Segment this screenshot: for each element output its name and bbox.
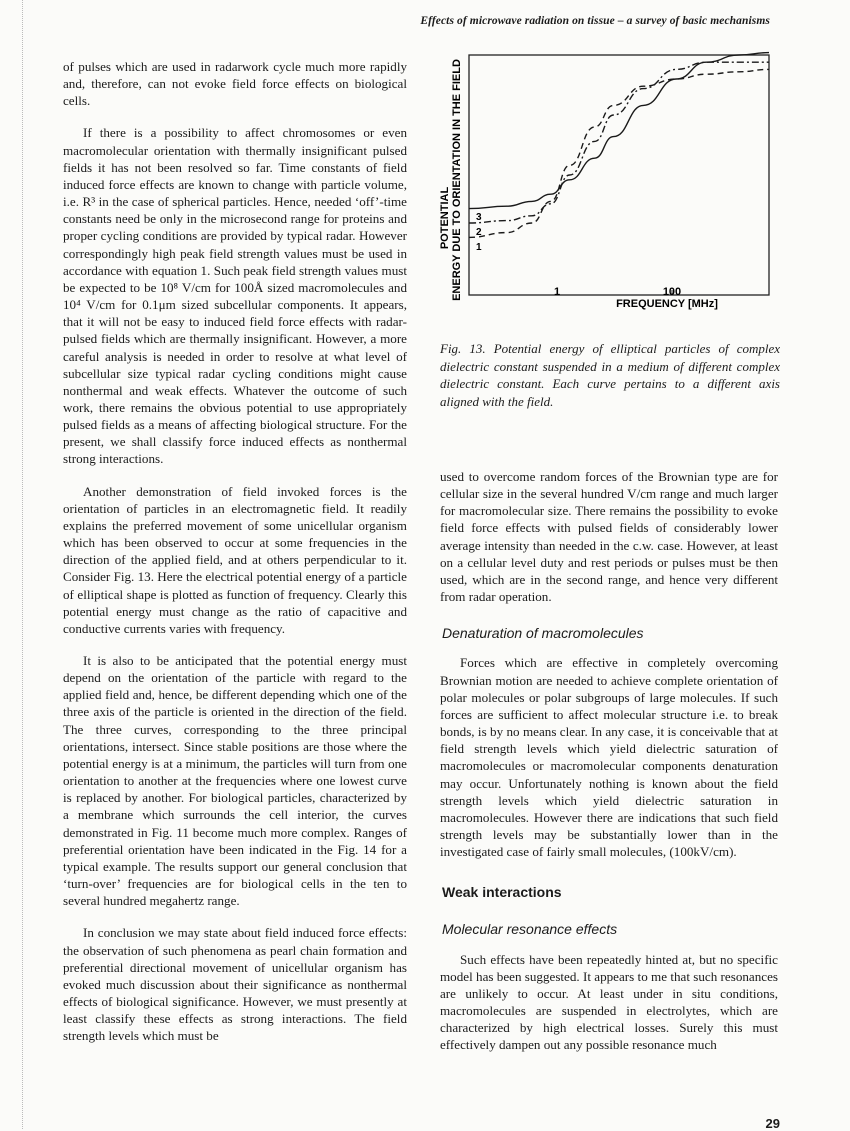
- x-tick-label-1: 1: [553, 286, 561, 298]
- series-line-1: [469, 69, 769, 237]
- subsection-heading: Molecular resonance effects: [442, 921, 618, 938]
- left-column: [63, 58, 407, 1059]
- potential-energy-chart: [432, 40, 792, 330]
- y-axis-label-line1: POTENTIAL: [439, 186, 451, 250]
- right-column: [440, 468, 778, 1069]
- paragraph: It is also to be anticipated that the potential energy must depend on the orientation of the particle with regard to the applied field and, hence, be different depending which one of the three axis of the particle is oriented in the direction of the field. The three curves, corresponding to the three principal orientations, intersect. Since stable positions are those where the potential energy is at a minimum, the particles will turn from one orientation to another at the frequencies where one lowest curve is replaced by another. For biological particles, characterized by a membrane which surrounds the cell interior, the curves demonstrated in Fig. 11 become much more complex. Ranges of preferential orientation have been indicated in the Fig. 14 for a typical example. The results support our general conclusion that ‘turn-over’ frequencies are for biological cells in the ten to several hundred megahertz range.: [63, 653, 407, 909]
- series-line-3: [469, 53, 769, 209]
- curve-label-3: 3: [476, 212, 482, 223]
- paragraph: Such effects have been repeatedly hinted at, but no specific model has been suggested. It appears to me that such resonances are unlikely to occur. At least under in situ conditions, macromolecules are suspended in electrolytes, which are characterized by high electrical losses. Surely this must effectively dampen out any possible resonance much: [440, 951, 778, 1053]
- plot-frame: [469, 55, 769, 295]
- paragraph: used to overcome random forces of the Brownian type are for cellular size in the several hundred V/cm range and much larger for macromolecular size. There remains the possibility to evoke field force effects with pulsed fields of considerably lower average intensity than needed in the c.w. case. However, at least on a cellular level duty and rest periods or pulses must be then used, which are in the second range, and hence very different from radar operation.: [440, 469, 778, 605]
- caption-label: Fig. 13.: [440, 341, 486, 356]
- page-number: 29: [765, 1116, 780, 1131]
- caption-text: Potential energy of elliptical particles of complex dielectric constant suspended in a medium of different complex dielectric constant. Each curve pertains to a different axis aligned with the field.: [440, 341, 780, 409]
- x-axis-label: FREQUENCY [MHz]: [616, 298, 718, 310]
- section-heading: Weak interactions: [442, 884, 562, 901]
- paragraph: Another demonstration of field invoked forces is the orientation of particles in an electromagnetic field. It readily explains the preferred movement of some unicellular organism which has been observed to occur at some frequencies in the direction of the applied field, and at others perpendicular to it. Consider Fig. 13. Here the electrical potential energy of a particle of elliptical shape is plotted as function of frequency. Clearly this potential energy must change as the ratio of capacitive and conductive currents varies with frequency.: [63, 483, 407, 636]
- curve-label-1: 1: [476, 242, 482, 253]
- series-line-2: [469, 62, 769, 223]
- paragraph: In conclusion we may state about field induced force effects: the observation of such phenomena as pearl chain formation and preferential directional movement of unicellular organism has evoked much discussion about their significance as nonthermal effects of biological significance. However, we must presently at least classify these effects as strong interactions. The field strength levels which must be: [63, 925, 407, 1044]
- binding-margin: [0, 0, 23, 1129]
- figure-13: [432, 40, 792, 330]
- x-tick-label-100: 100: [662, 286, 682, 298]
- paragraph: of pulses which are used in radarwork cycle much more rapidly and, therefore, can not evoke field force effects on biological cells.: [63, 59, 407, 109]
- paragraph: If there is a possibility to affect chromosomes or even macromolecular orientation with thermally insignificant pulsed fields it has not been resolved so far. Time constants of field induced force effects are known to change with particle volume, i.e. R³ in the case of spherical particles. Hence, needed ‘off’-time constants need be only in the microsecond range for proteins and proper cycling conditions are provided by typical radar. However correspondingly high peak field strength values must be used in accordance with equation 1. Such peak field strength values must be expected to be 10⁸ V/cm for 100Å sized macromolecules and 10⁴ V/cm for 0.1μm sized subcellular components. It appears, that it will not be easy to induced field force effects with radar-pulsed fields which are thermally insignificant. However, a more careful analysis is needed in order to resolve at what level of subcellular size typical radar cycling conditions might cause nonthermal and weak effects. Whatever the outcome of such work, there remains the obvious potential to use appropriately pulsed fields as a means of affecting biological structure. For the present, we shall classify force induced effects as nonthermal strong interactions.: [63, 125, 407, 467]
- running-header: Effects of microwave radiation on tissue – a survey of basic mechanisms: [420, 15, 770, 27]
- figure-caption: [440, 340, 780, 410]
- curve-label-2: 2: [476, 227, 482, 238]
- paragraph: Forces which are effective in completely overcoming Brownian motion are needed to achieve complete orientation of polar molecules or polar subgroups of large molecules. If such forces are sufficient to affect molecular structure i.e. to break bonds, is by no means clear. In any case, it is conceivable that at field strength levels which yield dielectric saturation of macromolecules or macromolecular components denaturation may occur. Unfortunately nothing is known about the field strength levels which yield dielectric saturation in macromolecules. However there are indications that such field strength levels may be substantially lower than in the investigated case of fairly small molecules, (100kV/cm).: [440, 655, 778, 860]
- y-axis-label-line2: ENERGY DUE TO ORIENTATION IN THE FIELD: [451, 59, 463, 301]
- section-heading: Denaturation of macromolecules: [442, 625, 644, 642]
- series-layer: [469, 53, 769, 238]
